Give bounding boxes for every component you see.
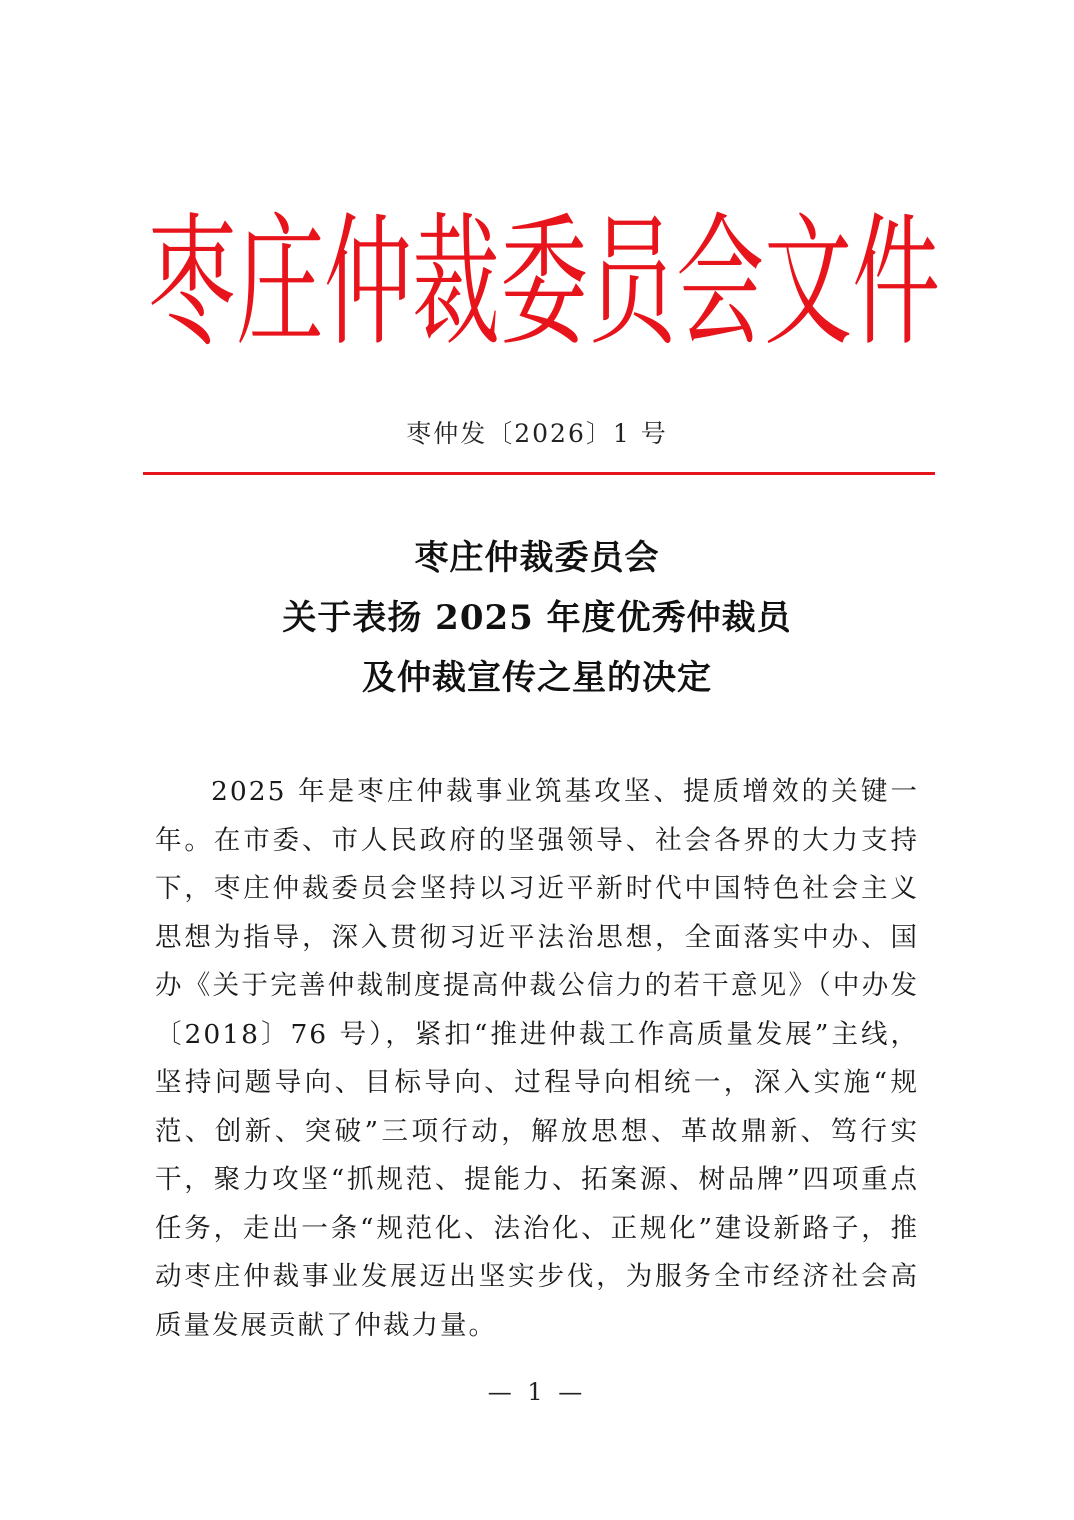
masthead-title	[148, 198, 941, 366]
body-paragraph: 2025 年是枣庄仲裁事业筑基攻坚、提质增效的关键一年。在市委、市人民政府的坚强领导、社会各界的大力支持下，枣庄仲裁委员会坚持以习近平新时代中国特色社会主义思想为指导，深入贯彻习近平法治思想，全面落实中办、国办《关于完善仲裁制度提高仲裁公信力的若干意见》（中办发〔2018〕76 号），紧扣“推进仲裁工作高质量发展”主线，坚持问题导向、目标导向、过程导向相统一，深入实施“规范、创新、突破”三项行动，解放思想、革故鼎新、笃行实干，聚力攻坚“抓规范、提能力、拓案源、树品牌”四项重点任务，走出一条“规范化、法治化、正规化”建设新路子，推动枣庄仲裁事业发展迈出坚实步伐，为服务全市经济社会高质量发展贡献了仲裁力量。	[155, 776, 919, 1341]
masthead-char: 仲	[324, 198, 413, 366]
page-number: — 1 —	[487, 1378, 587, 1406]
masthead-char: 文	[764, 198, 853, 366]
title-line-1: 枣庄仲裁委员会	[414, 538, 660, 578]
masthead-char: 枣	[148, 198, 237, 366]
masthead-char: 委	[500, 198, 589, 366]
document-number: 枣仲发〔2026〕1 号	[406, 419, 668, 448]
title-line-2: 关于表扬 2025 年度优秀仲裁员	[282, 598, 792, 638]
red-divider-line	[143, 472, 935, 475]
masthead-char: 庄	[236, 198, 325, 366]
document-title	[0, 528, 1074, 708]
title-line-3: 及仲裁宣传之星的决定	[362, 658, 712, 698]
masthead-char: 件	[852, 198, 941, 366]
masthead-char: 员	[588, 198, 677, 366]
masthead-char: 裁	[412, 198, 501, 366]
masthead-char: 会	[676, 198, 765, 366]
